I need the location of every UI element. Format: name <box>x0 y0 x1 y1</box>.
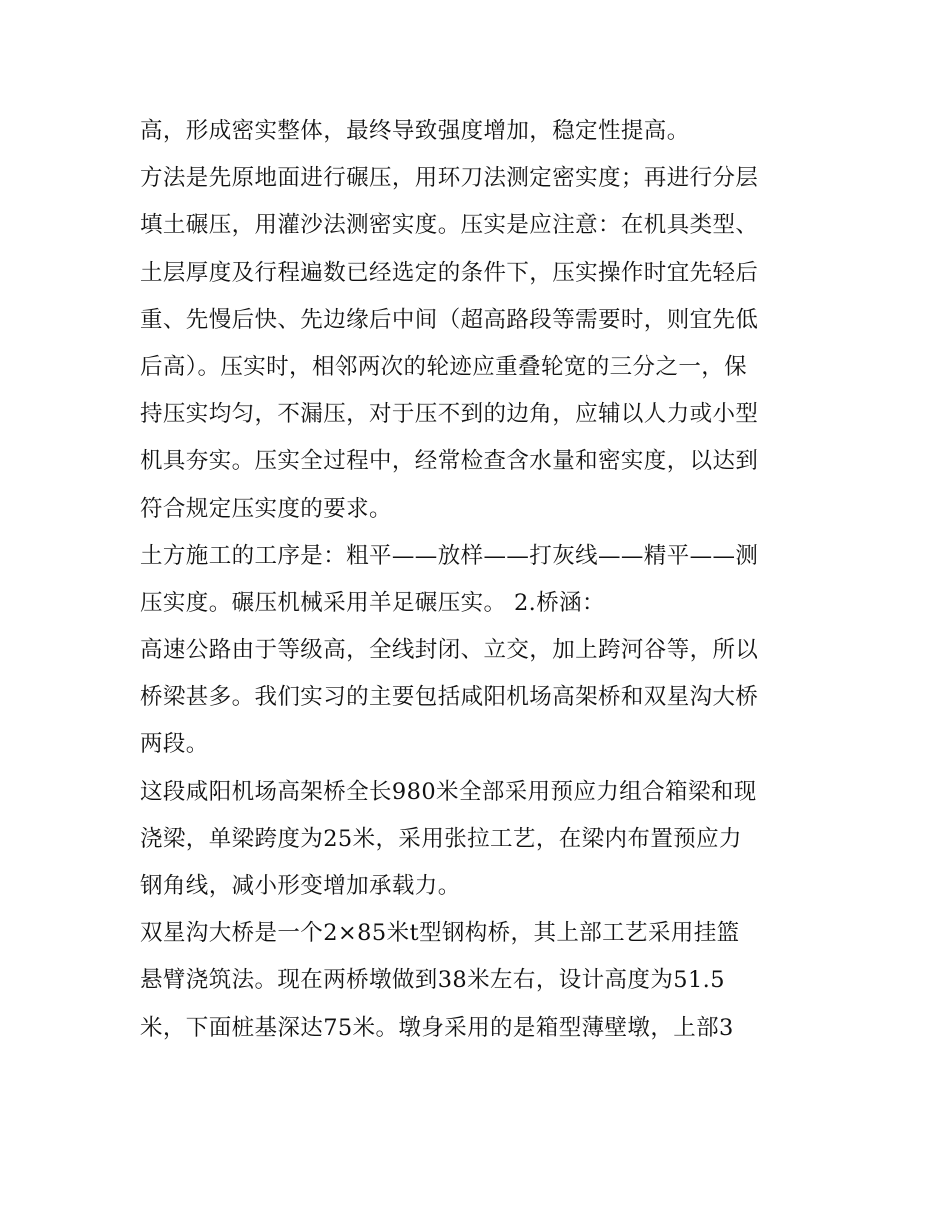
text-line: 机具夯实。压实全过程中，经常检查含水量和密实度，以达到 <box>140 448 759 475</box>
text-line: 压实度。碾压机械采用羊足碾压实。 2.桥涵： <box>140 589 605 616</box>
text-line: 桥梁甚多。我们实习的主要包括咸阳机场高架桥和双星沟大桥 <box>140 684 759 711</box>
text-line: 持压实均匀，不漏压，对于压不到的边角，应辅以人力或小型 <box>140 401 759 428</box>
text-line: 钢角线，减小形变增加承载力。 <box>140 873 461 899</box>
text-line: 双星沟大桥是一个2×85米t型钢构桥，其上部工艺采用挂篮 <box>140 920 740 947</box>
text-line: 后高）。压实时，相邻两次的轮迹应重叠轮宽的三分之一，保 <box>140 353 748 380</box>
text-line: 土层厚度及行程遍数已经选定的条件下，压实操作时宜先轻后 <box>140 259 759 286</box>
text-line: 高速公路由于等级高，全线封闭、立交，加上跨河谷等，所以 <box>140 637 759 664</box>
text-line: 方法是先原地面进行碾压，用环刀法测定密实度；再进行分层 <box>140 165 759 192</box>
text-line: 两段。 <box>140 731 209 758</box>
text-line: 米，下面桩基深达75米。墩身采用的是箱型薄壁墩，上部3 <box>140 1014 734 1041</box>
text-line: 悬臂浇筑法。现在两桥墩做到38米左右，设计高度为51.5 <box>140 967 725 994</box>
text-line: 浇梁，单梁跨度为25米，采用张拉工艺，在梁内布置预应力 <box>140 825 742 852</box>
text-line: 土方施工的工序是：粗平——放样——打灰线——精平——测 <box>140 542 759 569</box>
text-line: 高，形成密实整体，最终导致强度增加，稳定性提高。 <box>140 118 690 144</box>
text-line: 这段咸阳机场高架桥全长980米全部采用预应力组合箱梁和现 <box>140 778 757 805</box>
body-text <box>140 108 820 1052</box>
text-line: 填土碾压，用灌沙法测密实度。压实是应注意：在机具类型、 <box>140 212 759 239</box>
text-line: 重、先慢后快、先边缘后中间（超高路段等需要时，则宜先低 <box>140 306 759 333</box>
text-line: 符合规定压实度的要求。 <box>140 495 392 522</box>
